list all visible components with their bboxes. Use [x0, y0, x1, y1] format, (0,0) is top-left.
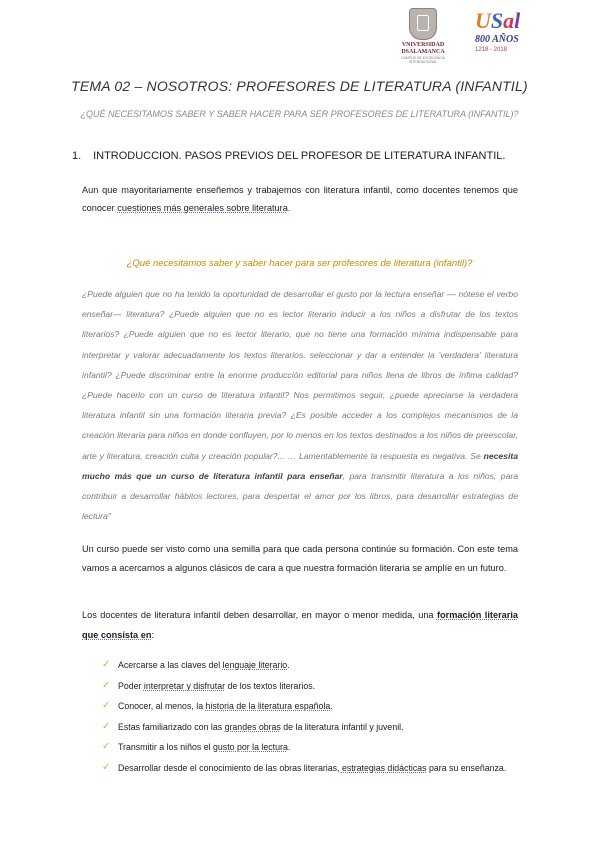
quote-paragraph: ¿Puede alguien que no ha tenido la oportunidad de desarrollar el gusto por la lectura enseñar — nótese el verbo enseñar— literatura? ¿Puede alguien que no es lector literario inducir a los niños a disfrutar de los textos literarios? ¿Puede alguien que no es lector literario, que no tiene una formación mínima indispensable para interpretar y valorar adecuadamente los textos literarios, seleccionar y dar a entender la 'verdadera' literatura infantil? ¿Puede discriminar entre la enorme producción editorial para niños llena de libros de ínfima calidad? ¿Puede hacerlo con un curso de literatura infantil? Nos permitimos seguir, ¿puede apreciarse la verdadera literatura infantil sin una formación literaria previa? ¿Es posible acceder a los complejos mecanismos de la creación literaria para niños en donde confluyen, por lo menos en los textos destinados a los niños de preescolar, arte y literatura, creación culta y creación popular?... … Lamentablemente la respuesta es negativa. Se necesita mucho más que un curso de literatura infantil para enseñar, para transmitir literatura a los niños, para contribuir a desarrollar hábitos lectores, para despertar el amor por los libros, para desarrollar estrategias de lectura"	[82, 289, 519, 522]
paragraph-training: Los docentes de literatura infantil deben desarrollar, en mayor o menor medida, una formación literaria que consista en:	[82, 610, 518, 640]
header-logos	[393, 8, 539, 74]
list-item: ✓ Poder interpretar y disfrutar de los textos literarios.	[104, 676, 524, 697]
anniversary-years: 800 AÑOS	[475, 34, 519, 45]
list-item: ✓ Conocer, al menos, la historia de la literatura española.	[104, 696, 524, 717]
checkmark-icon: ✓	[102, 700, 111, 711]
university-name: VNIVERSIDAD DSALAMANCA	[401, 42, 445, 55]
list-item: ✓ Acercarse a las claves del lenguaje literario.	[104, 655, 524, 676]
document-subtitle: ¿QUÉ NECESITAMOS SABER Y SABER HACER PARA SER PROFESORES DE LITERATURA (INFANTIL)?	[80, 109, 519, 119]
section-number: 1.	[72, 150, 82, 162]
anniversary-range: 1218 - 2018	[475, 47, 508, 53]
checkmark-icon: ✓	[102, 679, 111, 691]
list-item: ✓ Desarrollar desde el conocimiento de las obras literarias, estrategias didácticas para su enseñanza.	[104, 758, 524, 779]
quote-emphasis: necesita mucho más que un curso de literatura infantil para enseñar	[82, 450, 518, 481]
training-list	[104, 655, 524, 778]
section-title: INTRODUCCION. PASOS PREVIOS DEL PROFESOR DE LITERATURA INFANTIL.	[93, 150, 506, 162]
intro-highlight: cuestiones más generales sobre literatura	[117, 203, 288, 213]
intro-paragraph: Aun que mayoritariamente enseñemos y trabajemos con literatura infantil, como docentes tenemos que conocer cuestiones más generales sobre literatura.	[82, 185, 518, 213]
list-item: ✓ Estas familiarizado con las grandes obras de la literatura infantil y juvenil.	[104, 717, 524, 738]
checkmark-icon: ✓	[102, 659, 111, 670]
paragraph-course: Un curso puede ser visto como una semilla para que cada persona continúe su formación. Con este tema vamos a acercarnos a algunos clásicos de cara a que nuestra formación literaria se amplíe en un futuro.	[82, 544, 518, 573]
university-crest-icon	[409, 8, 437, 40]
anniversary-logo	[475, 8, 539, 74]
quote-title: ¿Qué necesitamos saber y saber hacer para ser profesores de literatura (infantil)?	[126, 258, 473, 269]
training-emphasis: formación literaria que consista en	[82, 610, 518, 640]
university-tagline: CAMPUS DE EXCELENCIA INTERNACIONAL	[401, 56, 445, 64]
checkmark-icon: ✓	[102, 741, 111, 752]
checkmark-icon: ✓	[102, 720, 111, 732]
document-title: TEMA 02 – NOSOTROS: PROFESORES DE LITERATURA (INFANTIL)	[71, 78, 528, 94]
section-heading	[72, 150, 505, 162]
anniversary-mark: USal	[475, 8, 521, 33]
checkmark-icon: ✓	[102, 761, 111, 773]
university-logo	[393, 8, 453, 64]
list-item: ✓ Transmitir a los niños el gusto por la lectura.	[104, 737, 524, 758]
